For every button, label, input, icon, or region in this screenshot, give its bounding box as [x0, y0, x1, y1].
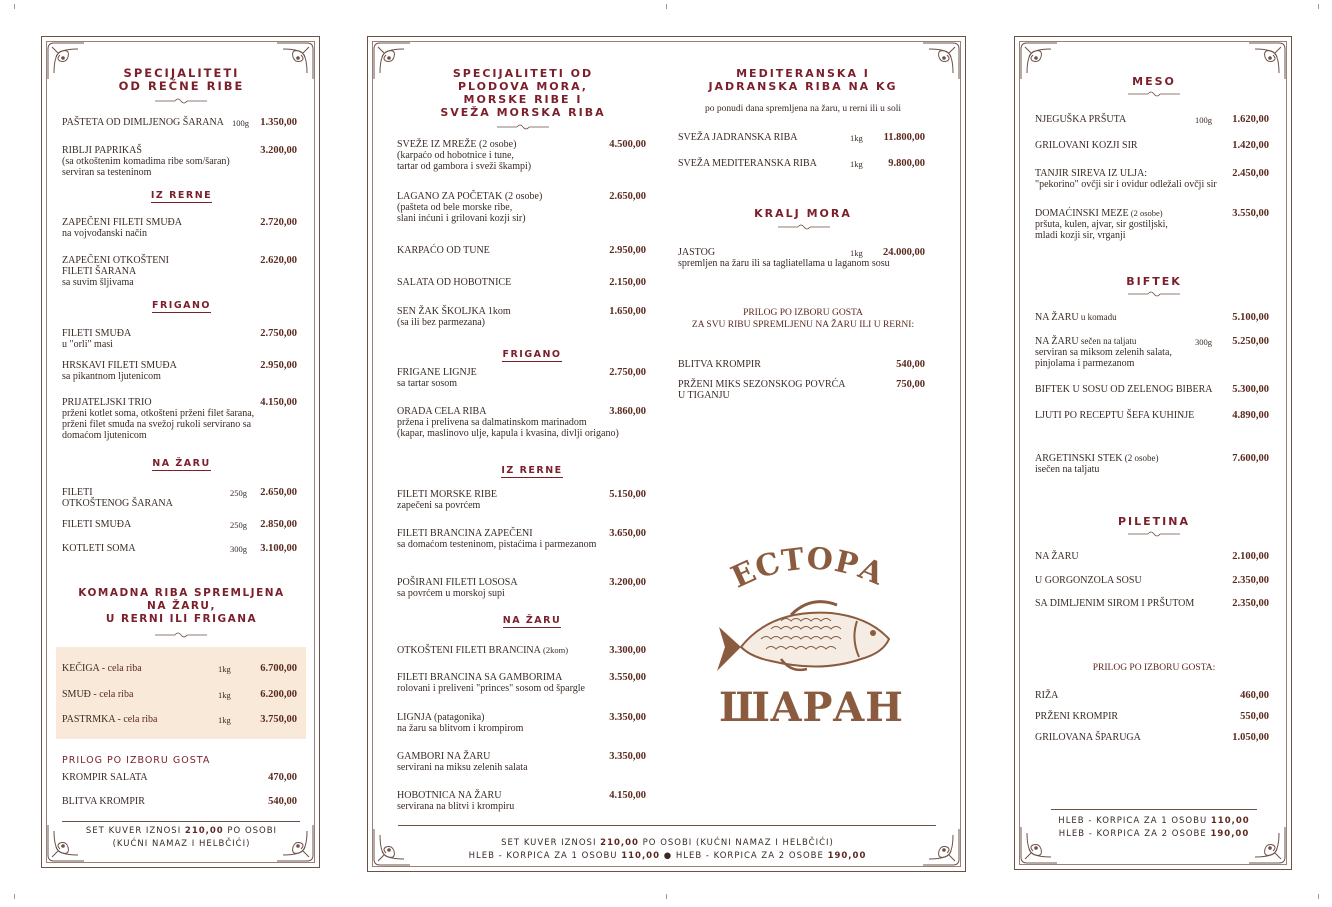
carp-fish-logo-icon — [711, 539, 911, 729]
item-price: 1.350,00 — [260, 117, 297, 128]
item-weight: 100g — [1195, 115, 1212, 125]
item-price: 750,00 — [896, 379, 925, 390]
divider-swirl-icon — [153, 97, 209, 105]
section-note: po ponudi dana spremljena na žaru, u rerni ili u soli — [704, 104, 902, 114]
item-price: 3.350,00 — [609, 751, 646, 762]
item-price: 2.350,00 — [1232, 575, 1269, 586]
subsection-na-zaru: NA ŽARU — [152, 458, 211, 469]
item-price: 1.420,00 — [1232, 140, 1269, 151]
bread-basket-note: HLEB - KORPICA ZA 1 OSOBU 110,00 HLEB - KORPICA ZA 2 OSOBE 190,00 — [1058, 816, 1250, 839]
side-dish-note: PRILOG PO IZBORU GOSTA ZA SVU RIBU SPREMLJENU NA ŽARU ILI U RERNI: — [691, 308, 915, 330]
section-title-whole-fish: KOMADNA RIBA SPREMLJENA NA ŽARU, U RERNI ILI FRIGANA — [78, 587, 285, 625]
item-price: 2.450,00 — [1232, 168, 1269, 179]
item-price: 3.650,00 — [609, 528, 646, 539]
crop-mark — [14, 894, 15, 899]
item-price: 9.800,00 — [888, 158, 925, 169]
menu-item: TANJIR SIREVA IZ ULJA: "pekorino" ovčji sir i ovidur odležali ovčji sir — [1035, 168, 1217, 190]
menu-item: U GORGONZOLA SOSU — [1035, 575, 1142, 586]
item-price: 2.350,00 — [1232, 598, 1269, 609]
menu-item: SVEŽA MEDITERANSKA RIBA — [678, 158, 817, 169]
menu-item: SVEŽA JADRANSKA RIBA — [678, 132, 798, 143]
item-price: 4.150,00 — [609, 790, 646, 801]
menu-item: NA ŽARU u komadu — [1035, 312, 1117, 323]
divider-swirl-icon — [495, 123, 551, 131]
item-price: 2.750,00 — [609, 367, 646, 378]
menu-item: PRIJATELJSKI TRIO prženi kotlet soma, otkošteni prženi filet šarana, prženi filet smuđa na svežoj rukoli servirano sa domaćom ljutenicom — [62, 397, 255, 441]
section-title-piletina: PILETINA — [1118, 515, 1190, 528]
cover-charge-note: SET KUVER IZNOSI 210,00 PO OSOBI (KUĆNI NAMAZ I HELBČIĆI) — [85, 826, 278, 849]
item-weight: 300g — [230, 544, 247, 554]
menu-item: ORADA CELA RIBA pržena i prelivena sa dalmatinskom marinadom (kapar, maslinovo ulje, kapula i kvasina, divlji origano) — [397, 406, 619, 439]
item-price: 460,00 — [1240, 690, 1269, 701]
right-menu-panel — [1014, 36, 1292, 870]
menu-item: SMUĐ - cela riba — [62, 689, 134, 700]
menu-item: BLITVA KROMPIR — [62, 796, 145, 807]
item-price: 3.350,00 — [609, 712, 646, 723]
item-price: 2.100,00 — [1232, 551, 1269, 562]
menu-item: OTKOŠTENI FILETI BRANCINA (2kom) — [397, 645, 569, 656]
side-dish-heading: PRILOG PO IZBORU GOSTA — [62, 755, 211, 766]
item-price: 3.300,00 — [609, 645, 646, 656]
section-title-king-of-sea: KRALJ MORA — [754, 207, 852, 220]
menu-item: SVEŽE IZ MREŽE (2 osobe) (karpaćo od hobotnice i tune, tartar od gambora i sveži škampi) — [397, 139, 532, 172]
item-price: 7.600,00 — [1232, 453, 1269, 464]
menu-item: SALATA OD HOBOTNICE — [397, 277, 512, 288]
item-price: 4.500,00 — [609, 139, 646, 150]
item-weight: 1kg — [850, 248, 863, 258]
menu-item: KOTLETI SOMA — [62, 543, 136, 554]
item-price: 2.850,00 — [260, 519, 297, 530]
restaurant-logo — [711, 539, 911, 729]
item-price: 2.650,00 — [609, 191, 646, 202]
menu-item: HRSKAVI FILETI SMUĐA sa pikantnom ljutenicom — [62, 360, 177, 382]
menu-item: JASTOG spremljen na žaru ili sa tagliatellama u laganom sosu — [678, 247, 890, 269]
item-price: 5.150,00 — [609, 489, 646, 500]
item-price: 2.750,00 — [260, 328, 297, 339]
menu-item: GAMBORI NA ŽARU servirani na miksu zelenih salata — [397, 751, 528, 773]
item-price: 540,00 — [268, 796, 297, 807]
item-price: 11.800,00 — [883, 132, 925, 143]
side-dish-heading: PRILOG PO IZBORU GOSTA: — [1092, 663, 1216, 673]
item-price: 5.250,00 — [1232, 336, 1269, 347]
item-price: 3.750,00 — [260, 714, 297, 725]
menu-item: KROMPIR SALATA — [62, 772, 148, 783]
item-price: 3.550,00 — [1232, 208, 1269, 219]
middle-menu-panel — [367, 36, 966, 872]
menu-item: PASTRMKA - cela riba — [62, 714, 158, 725]
item-weight: 1kg — [850, 159, 863, 169]
subsection-iz-rerne: IZ RERNE — [150, 190, 213, 201]
svg-text:ШАРАН: ШАРАН — [719, 684, 903, 729]
section-title-biftek: BIFTEK — [1126, 275, 1182, 288]
section-title-seafood: SPECIJALITETI OD PLODOVA MORA, MORSKE RIBE I SVEŽA MORSKA RIBA — [440, 67, 606, 119]
menu-item: KARPAĆO OD TUNE — [397, 245, 490, 256]
item-price: 540,00 — [896, 359, 925, 370]
menu-item: POŠIRANI FILETI LOSOSA sa povrćem u morskoj supi — [397, 577, 518, 599]
item-price: 3.200,00 — [609, 577, 646, 588]
menu-item: GRILOVANA ŠPARUGA — [1035, 732, 1141, 743]
divider-line — [398, 825, 936, 826]
subsection-frigano: FRIGANO — [502, 349, 562, 360]
crop-mark — [14, 4, 15, 9]
crop-mark — [666, 4, 667, 9]
item-price: 6.200,00 — [260, 689, 297, 700]
item-weight: 100g — [232, 118, 249, 128]
divider-swirl-icon — [1126, 530, 1182, 538]
menu-item: PRŽENI KROMPIR — [1035, 711, 1119, 722]
item-price: 2.950,00 — [609, 245, 646, 256]
item-price: 6.700,00 — [260, 663, 297, 674]
menu-item: LAGANO ZA POČETAK (2 osobe) (pašteta od bele morske ribe, slani inćuni i grilovani kozji sir) — [397, 191, 543, 224]
menu-item: FILETI BRANCINA SA GAMBORIMA rolovani i preliveni "princes" sosom od špargle — [397, 672, 585, 694]
item-price: 4.150,00 — [260, 397, 297, 408]
menu-item: ARGETINSKI STEK (2 osobe) isečen na taljatu — [1035, 453, 1159, 475]
divider-line — [62, 821, 300, 822]
subsection-iz-rerne: IZ RERNE — [501, 465, 563, 476]
item-price: 1.620,00 — [1232, 114, 1269, 125]
svg-text:РЕСТОРАН: ЕСТОРА — [726, 541, 890, 596]
item-price: 2.650,00 — [260, 487, 297, 498]
menu-item: HOBOTNICA NA ŽARU servirana na blitvi i krompiru — [397, 790, 515, 812]
item-price: 24.000,00 — [883, 247, 925, 258]
menu-item: FILETI OTKOŠTENOG ŠARANA — [62, 487, 173, 509]
item-price: 550,00 — [1240, 711, 1269, 722]
menu-item: SA DIMLJENIM SIROM I PRŠUTOM — [1035, 598, 1195, 609]
menu-item: BIFTEK U SOSU OD ZELENOG BIBERA — [1035, 384, 1213, 395]
menu-item: RIBLJI PAPRIKAŠ (sa otkoštenim komadima ribe som/šaran) serviran sa testeninom — [62, 145, 230, 178]
item-price: 1.650,00 — [609, 306, 646, 317]
subsection-na-zaru: NA ŽARU — [502, 615, 562, 626]
item-price: 470,00 — [268, 772, 297, 783]
menu-item: NJEGUŠKA PRŠUTA — [1035, 114, 1127, 125]
item-price: 1.050,00 — [1232, 732, 1269, 743]
cover-charge-note: SET KUVER IZNOSI 210,00 PO OSOBI (KUĆNI NAMAZ I HELBČIĆI) HLEB - KORPICA ZA 1 OSOBU 110,00 ● HLEB - KORPICA ZA 2 OSOBE 190,00 — [468, 838, 867, 861]
item-price: 5.100,00 — [1232, 312, 1269, 323]
item-weight: 300g — [1195, 337, 1212, 347]
menu-item: DOMAĆINSKI MEZE (2 osobe) pršuta, kulen, ajvar, sir gostiljski, mladi kozji sir, vrganji — [1035, 208, 1168, 241]
crop-mark — [666, 894, 667, 899]
subsection-frigano: FRIGANO — [151, 300, 212, 311]
menu-item: SEN ŽAK ŠKOLJKA 1kom (sa ili bez parmezana) — [397, 306, 511, 328]
menu-item: ZAPEČENI OTKOŠTENI FILETI ŠARANA sa suvim šljivama — [62, 255, 169, 288]
menu-item: FILETI BRANCINA ZAPEČENI sa domaćom testeninom, pistaćima i parmezanom — [397, 528, 597, 550]
item-price: 2.150,00 — [609, 277, 646, 288]
menu-item: PRŽENI MIKS SEZONSKOG POVRĆA U TIGANJU — [678, 379, 846, 401]
item-price: 3.550,00 — [609, 672, 646, 683]
item-weight: 1kg — [218, 715, 231, 725]
menu-item: FILETI SMUĐA — [62, 519, 132, 530]
left-menu-panel — [41, 36, 320, 868]
section-title-meso: MESO — [1132, 75, 1176, 88]
item-weight: 1kg — [218, 664, 231, 674]
crop-mark — [1318, 894, 1319, 899]
divider-swirl-icon — [1126, 290, 1182, 298]
item-price: 4.890,00 — [1232, 410, 1269, 421]
item-price: 2.720,00 — [260, 217, 297, 228]
item-price: 3.200,00 — [260, 145, 297, 156]
item-price: 2.950,00 — [260, 360, 297, 371]
item-weight: 250g — [230, 520, 247, 530]
menu-item: FILETI MORSKE RIBE zapečeni sa povrćem — [397, 489, 497, 511]
divider-swirl-icon — [153, 631, 209, 639]
menu-item: LIGNJA (patagonika) na žaru sa blitvom i krompirom — [397, 712, 524, 734]
item-price: 3.100,00 — [260, 543, 297, 554]
menu-item: NA ŽARU — [1035, 551, 1079, 562]
menu-item: FRIGANE LIGNJE sa tartar sosom — [397, 367, 477, 389]
item-price: 3.860,00 — [609, 406, 646, 417]
menu-item: PAŠTETA OD DIMLJENOG ŠARANA — [62, 117, 224, 128]
item-weight: 1kg — [218, 690, 231, 700]
item-weight: 250g — [230, 488, 247, 498]
section-title-river-fish: SPECIJALITETI OD REČNE RIBE — [118, 66, 245, 93]
menu-item: KEČIGA - cela riba — [62, 663, 142, 674]
item-price: 5.300,00 — [1232, 384, 1269, 395]
menu-item: ZAPEČENI FILETI SMUĐA na vojvođanski način — [62, 217, 182, 239]
menu-item: FILETI SMUĐA u "orli" masi — [62, 328, 132, 350]
crop-mark — [1318, 4, 1319, 9]
divider-swirl-icon — [776, 223, 832, 231]
section-title-mediterranean: MEDITERANSKA I JADRANSKA RIBA NA KG — [708, 67, 898, 93]
menu-item: BLITVA KROMPIR — [678, 359, 761, 370]
menu-item: NA ŽARU sečen na taljatu serviran sa miksom zelenih salata, pinjolama i parmezanom — [1035, 336, 1172, 369]
item-price: 2.620,00 — [260, 255, 297, 266]
divider-swirl-icon — [1126, 90, 1182, 98]
menu-item: GRILOVANI KOZJI SIR — [1035, 140, 1138, 151]
menu-item: RIŽA — [1035, 690, 1059, 701]
menu-item: LJUTI PO RECEPTU ŠEFA KUHINJE — [1035, 410, 1195, 421]
divider-line — [1051, 809, 1257, 810]
item-weight: 1kg — [850, 133, 863, 143]
